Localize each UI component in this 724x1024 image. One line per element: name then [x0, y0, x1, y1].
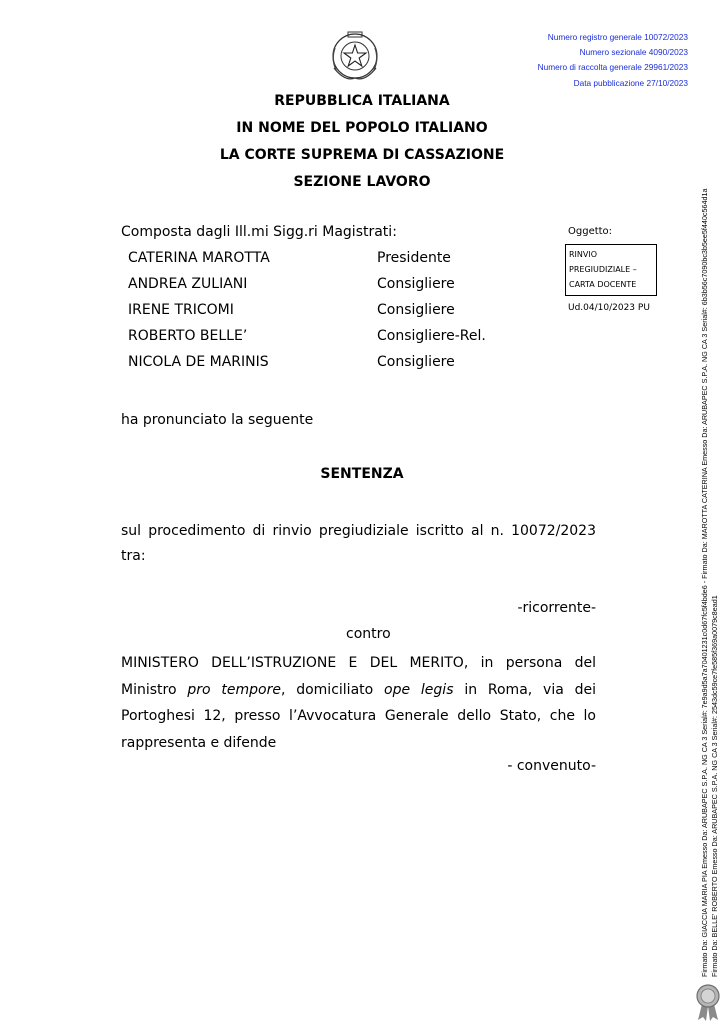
party-italic: pro tempore: [187, 681, 281, 698]
pronounced-text: ha pronunciato la seguente: [121, 412, 314, 428]
procedimento-text: sul procedimento di rinvio pregiudiziale iscritto al n. 10072/2023: [121, 523, 596, 539]
heading-line: LA CORTE SUPREMA DI CASSAZIONE: [219, 147, 505, 163]
judge-row: [128, 250, 508, 276]
judge-name: CATERINA MAROTTA: [128, 250, 270, 266]
numero-sezionale: Numero sezionale 4090/2023: [579, 47, 688, 58]
italian-republic-emblem: [327, 28, 383, 84]
party-text: , in persona del Ministro: [121, 655, 596, 698]
heading-line: IN NOME DEL POPOLO ITALIANO: [236, 120, 488, 136]
signature-line: Firmato Da: GIACCIA MARIA PIA Emesso Da: ARUBAPEC S.P.A. NG CA 3 Serial#: 7e9a9d5a7a70401231c0d67fc5f4bde6 - Firmato Da: MAROTTA CATERINA Emesso Da: ARUBAPEC S.P.A. NG CA 3 Serial#: 6b3b56c7090bc3b5ee5f440c564d1a: [700, 188, 709, 977]
oggetto-line: PREGIUDIZIALE –: [569, 265, 637, 274]
document-heading: [0, 88, 724, 196]
judge-name: ANDREA ZULIANI: [128, 276, 248, 292]
judge-row: [128, 354, 508, 380]
party-italic: ope legis: [384, 681, 454, 698]
oggetto-box: [565, 244, 657, 296]
judge-row: [128, 328, 508, 354]
party-paragraph: [121, 650, 596, 756]
signature-sidebar: [700, 0, 724, 1024]
seal-ribbon-icon: [693, 982, 723, 1022]
party-name: MINISTERO DELL’ISTRUZIONE E DEL MERITO: [121, 655, 464, 671]
registry-metadata: [538, 30, 688, 91]
contro-label: contro: [346, 626, 391, 642]
signature-line: Firmato Da: BELLE' ROBERTO Emesso Da: ARUBAPEC S.P.A. NG CA 3 Serial#: 2543dc59ce7fe585f369a0079c8ead1: [710, 595, 719, 977]
judge-name: IRENE TRICOMI: [128, 302, 234, 318]
oggetto-label: Oggetto:: [568, 226, 613, 237]
party-text: in Roma, via dei Portoghesi 12, presso l’Avvocatura Generale dello Stato, che lo rappresenta e difende: [121, 681, 597, 751]
judge-role: Consigliere-Rel.: [377, 328, 486, 344]
heading-line: REPUBBLICA ITALIANA: [274, 93, 450, 109]
judge-name: NICOLA DE MARINIS: [128, 354, 269, 370]
registro-generale: Numero registro generale 10072/2023: [547, 32, 688, 42]
oggetto-line: CARTA DOCENTE: [569, 280, 637, 289]
judge-role: Consigliere: [377, 354, 455, 370]
data-pubblicazione: Data pubblicazione 27/10/2023: [573, 77, 688, 88]
judge-name: ROBERTO BELLE’: [128, 328, 248, 344]
sentenza-title: SENTENZA: [320, 466, 404, 482]
composition-intro: Composta dagli Ill.mi Sigg.ri Magistrati:: [121, 224, 397, 240]
raccolta-generale: Numero di raccolta generale 29961/2023: [537, 62, 688, 73]
judge-role: Consigliere: [377, 302, 455, 318]
udienza-date: Ud.04/10/2023 PU: [568, 303, 650, 313]
judge-role: Presidente: [377, 250, 451, 266]
ricorrente-label: -ricorrente-: [517, 600, 596, 616]
convenuto-label: - convenuto-: [507, 758, 596, 774]
oggetto-line: RINVIO: [569, 250, 598, 259]
judge-row: [128, 276, 508, 302]
heading-line: SEZIONE LAVORO: [293, 174, 431, 190]
tra-text: tra:: [121, 548, 146, 564]
judge-row: [128, 302, 508, 328]
party-text: , domiciliato: [280, 681, 385, 698]
judge-role: Consigliere: [377, 276, 455, 292]
